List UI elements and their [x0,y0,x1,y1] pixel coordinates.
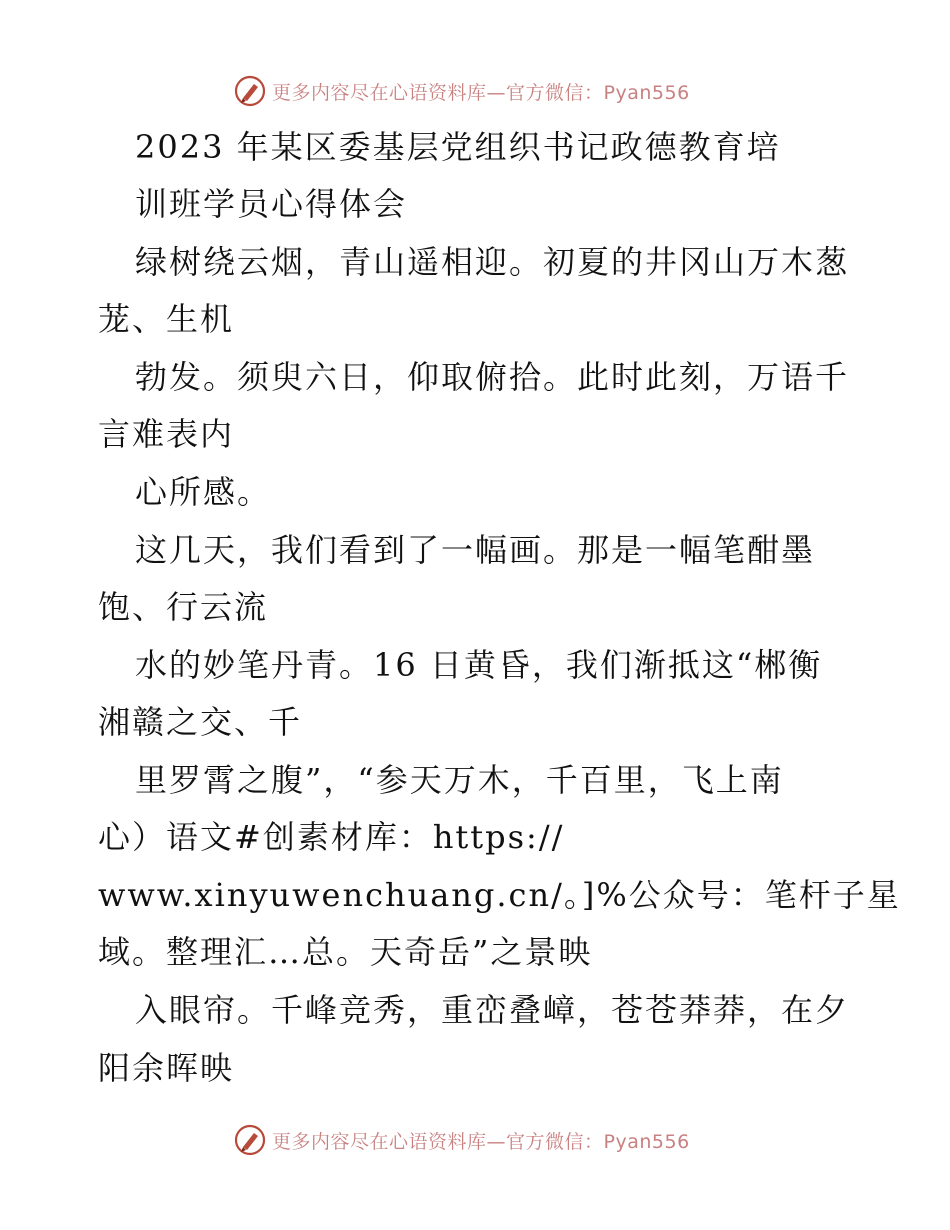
title-line-1: 2023 年某区委基层党组织书记政德教育培 [135,128,781,166]
text-line: www.xinyuwenchuang.cn/。]%公众号：笔杆子星 [98,876,901,914]
text-line: 阳余晖映 [98,1049,235,1087]
text-line: 心）语文#创素材库：https:// [98,818,565,856]
text-line: 言难表内 [98,415,235,453]
text-line: 绿树绕云烟，青山遥相迎。初夏的井冈山万木葱 [135,243,850,281]
watermark-text: 更多内容尽在心语资料库—官方微信：Pyan556 [272,1131,690,1153]
pen-logo-icon [234,1124,266,1156]
text-line: 茏、生机 [98,300,235,338]
title-line-2: 训班学员心得体会 [135,185,408,223]
text-line: 心所感。 [135,473,272,511]
text-line: 里罗霄之腹”，“参天万木，千百里，飞上南 [135,761,784,799]
text-line: 湘赣之交、千 [98,703,303,741]
watermark-text: 更多内容尽在心语资料库—官方微信：Pyan556 [272,82,690,104]
watermark-banner-top [0,72,950,112]
text-line: 入眼帘。千峰竞秀，重峦叠嶂，苍苍莽莽，在夕 [135,991,850,1029]
watermark-banner-bottom [0,1121,950,1161]
text-line: 水的妙笔丹青。16 日黄昏，我们渐抵这“郴衡 [135,646,823,684]
text-line: 勃发。须臾六日，仰取俯拾。此时此刻，万语千 [135,358,850,396]
text-line: 这几天，我们看到了一幅画。那是一幅笔酣墨 [135,531,816,569]
text-line: 域。整理汇…总。天奇岳”之景映 [98,933,593,971]
text-line: 饱、行云流 [98,588,269,626]
pen-logo-icon [234,75,266,107]
